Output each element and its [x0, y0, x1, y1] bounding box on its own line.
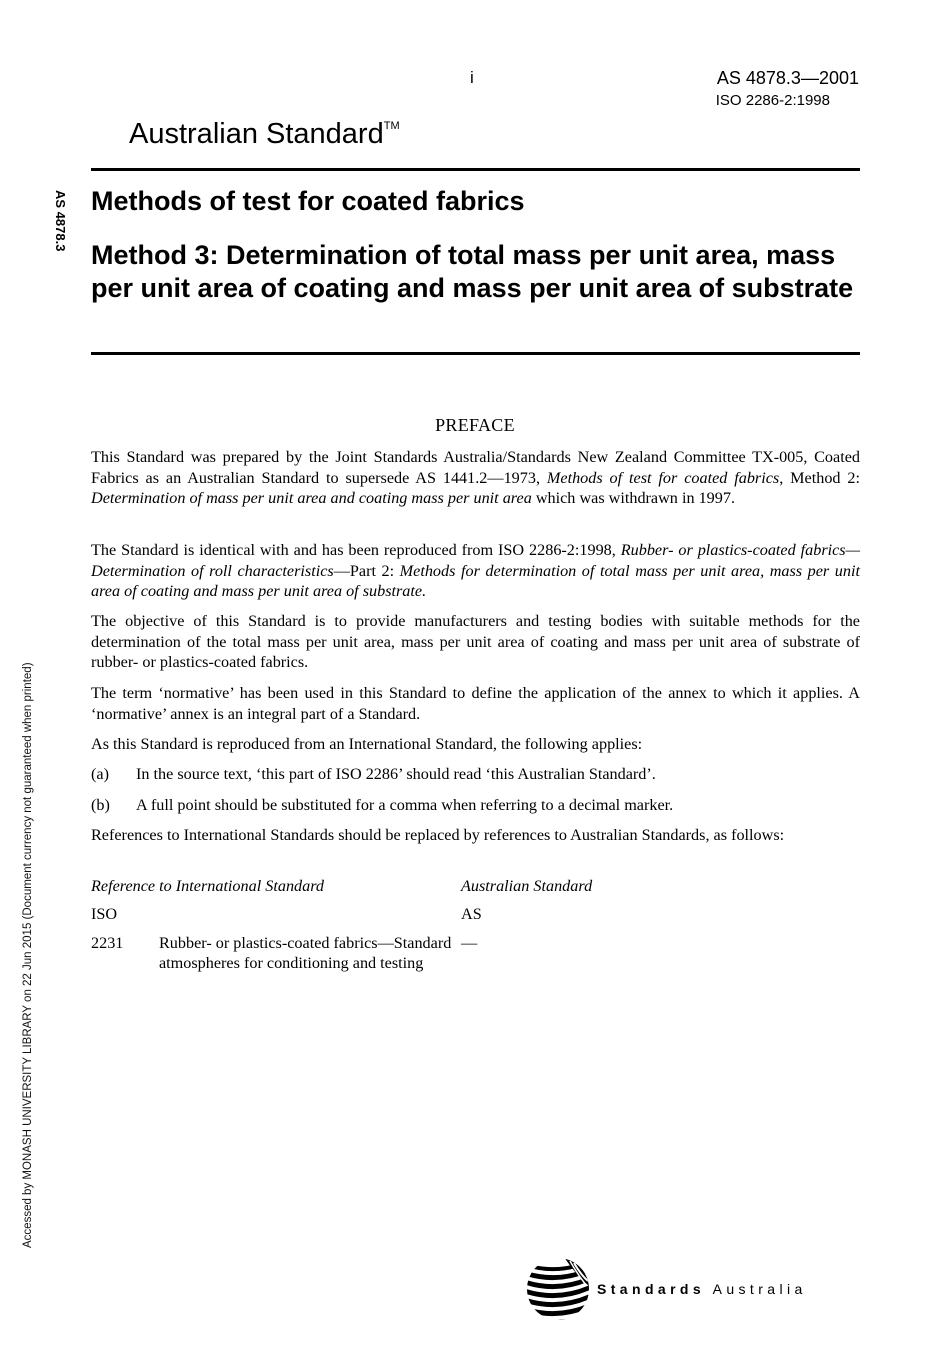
- cited-title: Determination of mass per unit area and coating mass per unit area: [91, 489, 532, 508]
- page-number: i: [470, 68, 474, 87]
- iso-code: ISO 2286-2:1998: [715, 92, 830, 109]
- cited-title: Rubber- or plastics-coated fabrics—Determination of roll characteristics: [91, 541, 860, 580]
- list-label: (a): [91, 765, 109, 783]
- preface-paragraph-1: [91, 447, 860, 509]
- standards-australia-logo-icon: [526, 1257, 590, 1321]
- reference-title: Rubber- or plastics-coated fabrics—Standard atmospheres for conditioning and testing: [159, 934, 452, 972]
- as-prefix: AS: [461, 905, 482, 923]
- preface-heading: PREFACE: [435, 415, 515, 435]
- column-header-international: Reference to International Standard: [91, 877, 325, 895]
- logo-word-australia: Australia: [712, 1281, 807, 1297]
- preface-paragraph-4: The term ‘normative’ has been used in this Standard to define the application of the annex to which it applies. A ‘normative’ annex is an integral part of a Standard.: [91, 684, 860, 723]
- brand-text: Australian Standard: [129, 118, 384, 150]
- bottom-rule: [91, 352, 860, 355]
- standard-code: AS 4878.3—2001: [716, 68, 859, 88]
- list-label: (b): [91, 796, 110, 814]
- text-run: The Standard is identical with and has been reproduced from ISO 2286-2:1998,: [91, 541, 621, 559]
- column-header-australian: Australian Standard: [461, 877, 593, 895]
- reference-number: 2231: [91, 934, 124, 952]
- document-title: Methods of test for coated fabrics: [91, 186, 525, 216]
- list-text: A full point should be substituted for a comma when referring to a decimal marker.: [136, 796, 674, 814]
- preface-paragraph-2: [91, 540, 860, 602]
- brand-title: [129, 118, 400, 151]
- preface-paragraph-6: References to International Standards should be replaced by references to Australian Standards, as follows:: [91, 826, 785, 844]
- trademark-mark: TM: [383, 120, 400, 132]
- text-run: , Method 2:: [779, 468, 861, 487]
- cited-title: Methods for determination of total mass per unit area, mass per unit area of coating and mass per unit area of substrate.: [91, 561, 860, 601]
- text-run: —Part 2:: [333, 561, 400, 580]
- logo-word-standards: Standards: [597, 1281, 706, 1297]
- preface-paragraph-5: As this Standard is reproduced from an International Standard, the following applies:: [91, 735, 643, 753]
- iso-prefix: ISO: [91, 905, 118, 923]
- method-title: Method 3: Determination of total mass per unit area, mass per unit area of coating and mass per unit area of substrate: [91, 240, 854, 303]
- cited-title: Methods of test for coated fabrics: [546, 468, 780, 487]
- text-run: which was withdrawn in 1997.: [531, 489, 736, 508]
- top-rule: [91, 168, 860, 171]
- reference-australian: —: [461, 934, 478, 952]
- spine-code: AS 4878.3: [53, 190, 68, 252]
- text-run: This Standard was prepared by the Joint Standards Australia/Standards New Zealand Committee TX-005, Coated Fabrics as an Australian Standard to supersede AS 1441.2—1973,: [91, 448, 860, 487]
- preface-paragraph-3: The objective of this Standard is to provide manufacturers and testing bodies with suitable methods for the determination of the total mass per unit area, mass per unit area of coating and mass per unit area of substrate of rubber- or plastics-coated fabrics.: [91, 612, 860, 672]
- logo-wordmark: [597, 1281, 807, 1297]
- access-notice: Accessed by MONASH UNIVERSITY LIBRARY on 22 Jun 2015 (Document currency not guaranteed when printed): [22, 662, 34, 1248]
- list-text: In the source text, ‘this part of ISO 2286’ should read ‘this Australian Standard’.: [136, 765, 656, 783]
